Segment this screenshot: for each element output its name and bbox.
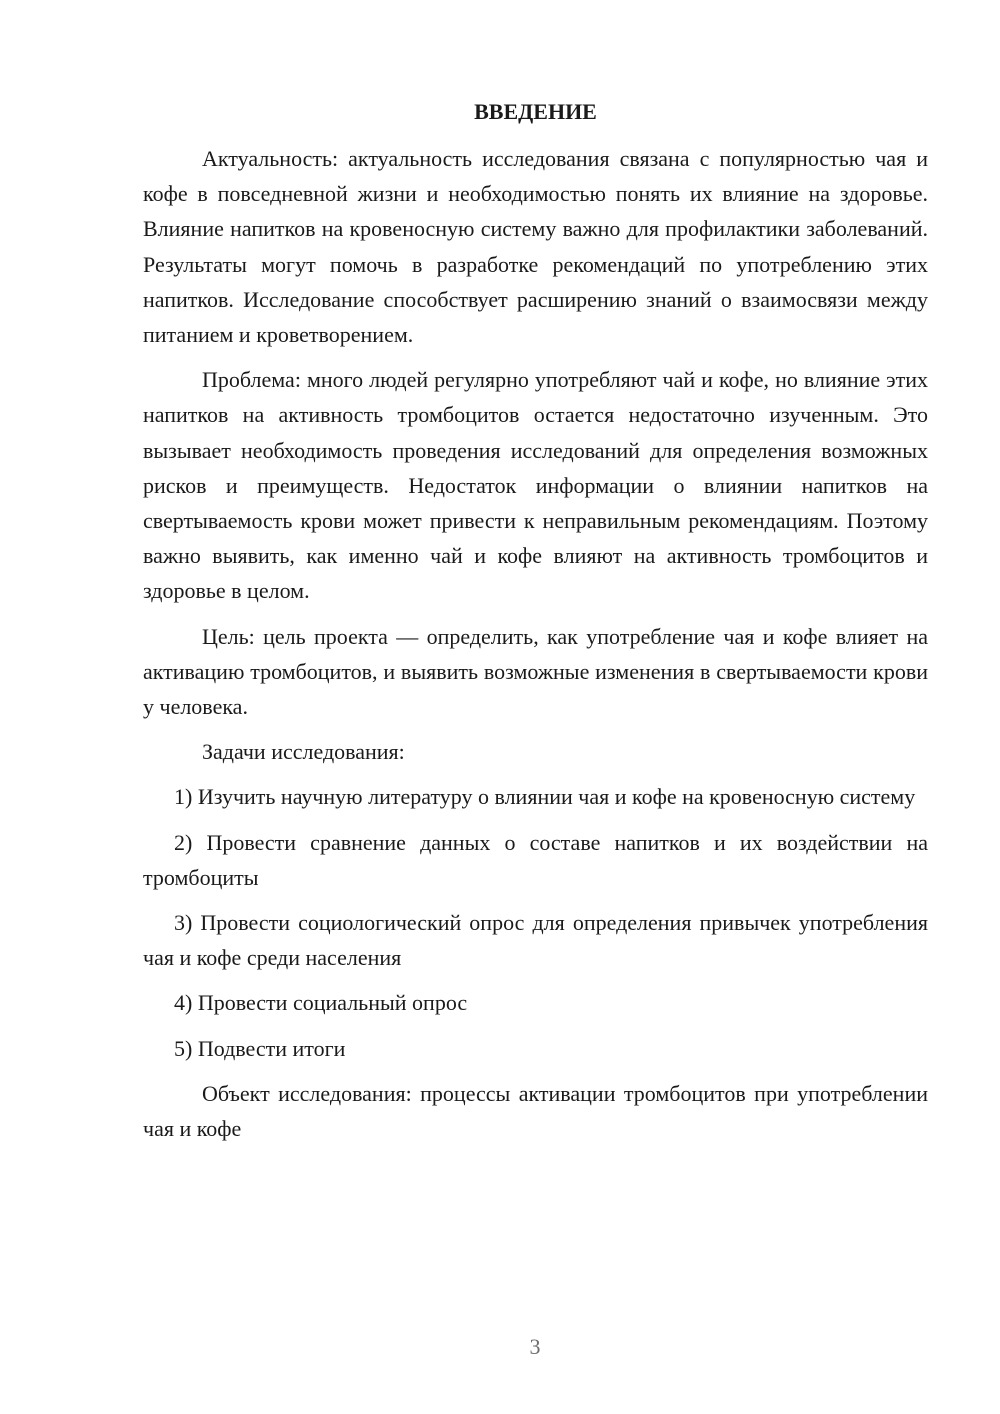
task-item-1: 1) Изучить научную литературу о влиянии чая и кофе на кровеносную систему xyxy=(174,784,916,810)
paragraph-problem: Проблема: много людей регулярно употребляют чай и кофе, но влияние этих напитков на активность тромбоцитов остается недостаточно изученным. Это вызывает необходимость проведения исследований для определения возможных рисков и преимуществ. Недостаток информации о влиянии напитков на свертываемость крови может привести к неправильным рекомендациям. Поэтому важно выявить, как именно чай и кофе влияют на активность тромбоцитов и здоровье в целом. xyxy=(143,367,928,604)
page-content xyxy=(143,94,928,1156)
page-number: 3 xyxy=(529,1334,541,1359)
paragraph-goal: Цель: цель проекта — определить, как употребление чая и кофе влияет на активацию тромбоцитов, и выявить возможные изменения в свертываемости крови у человека. xyxy=(143,623,928,720)
paragraph-relevance: Актуальность: актуальность исследования связана с популярностью чая и кофе в повседневной жизни и необходимостью понять их влияние на здоровье. Влияние напитков на кровеносную систему важно для профилактики заболеваний. Результаты могут помочь в разработке рекомендаций по употреблению этих напитков. Исследование способствует расширению знаний о взаимосвязи между питанием и кроветворением. xyxy=(143,146,928,348)
task-item-2: 2) Провести сравнение данных о составе напитков и их воздействии на тромбоциты xyxy=(143,829,928,890)
task-item-4: 4) Провести социальный опрос xyxy=(174,990,468,1016)
paragraph-object: Объект исследования: процессы активации тромбоцитов при употреблении чая и кофе xyxy=(143,1080,928,1142)
task-item-5: 5) Подвести итоги xyxy=(174,1035,346,1061)
task-item-3: 3) Провести социологический опрос для определения привычек употребления чая и кофе среди населения xyxy=(143,910,928,971)
page-heading: ВВЕДЕНИЕ xyxy=(474,99,597,124)
paragraph-tasks-title: Задачи исследования: xyxy=(202,739,405,765)
